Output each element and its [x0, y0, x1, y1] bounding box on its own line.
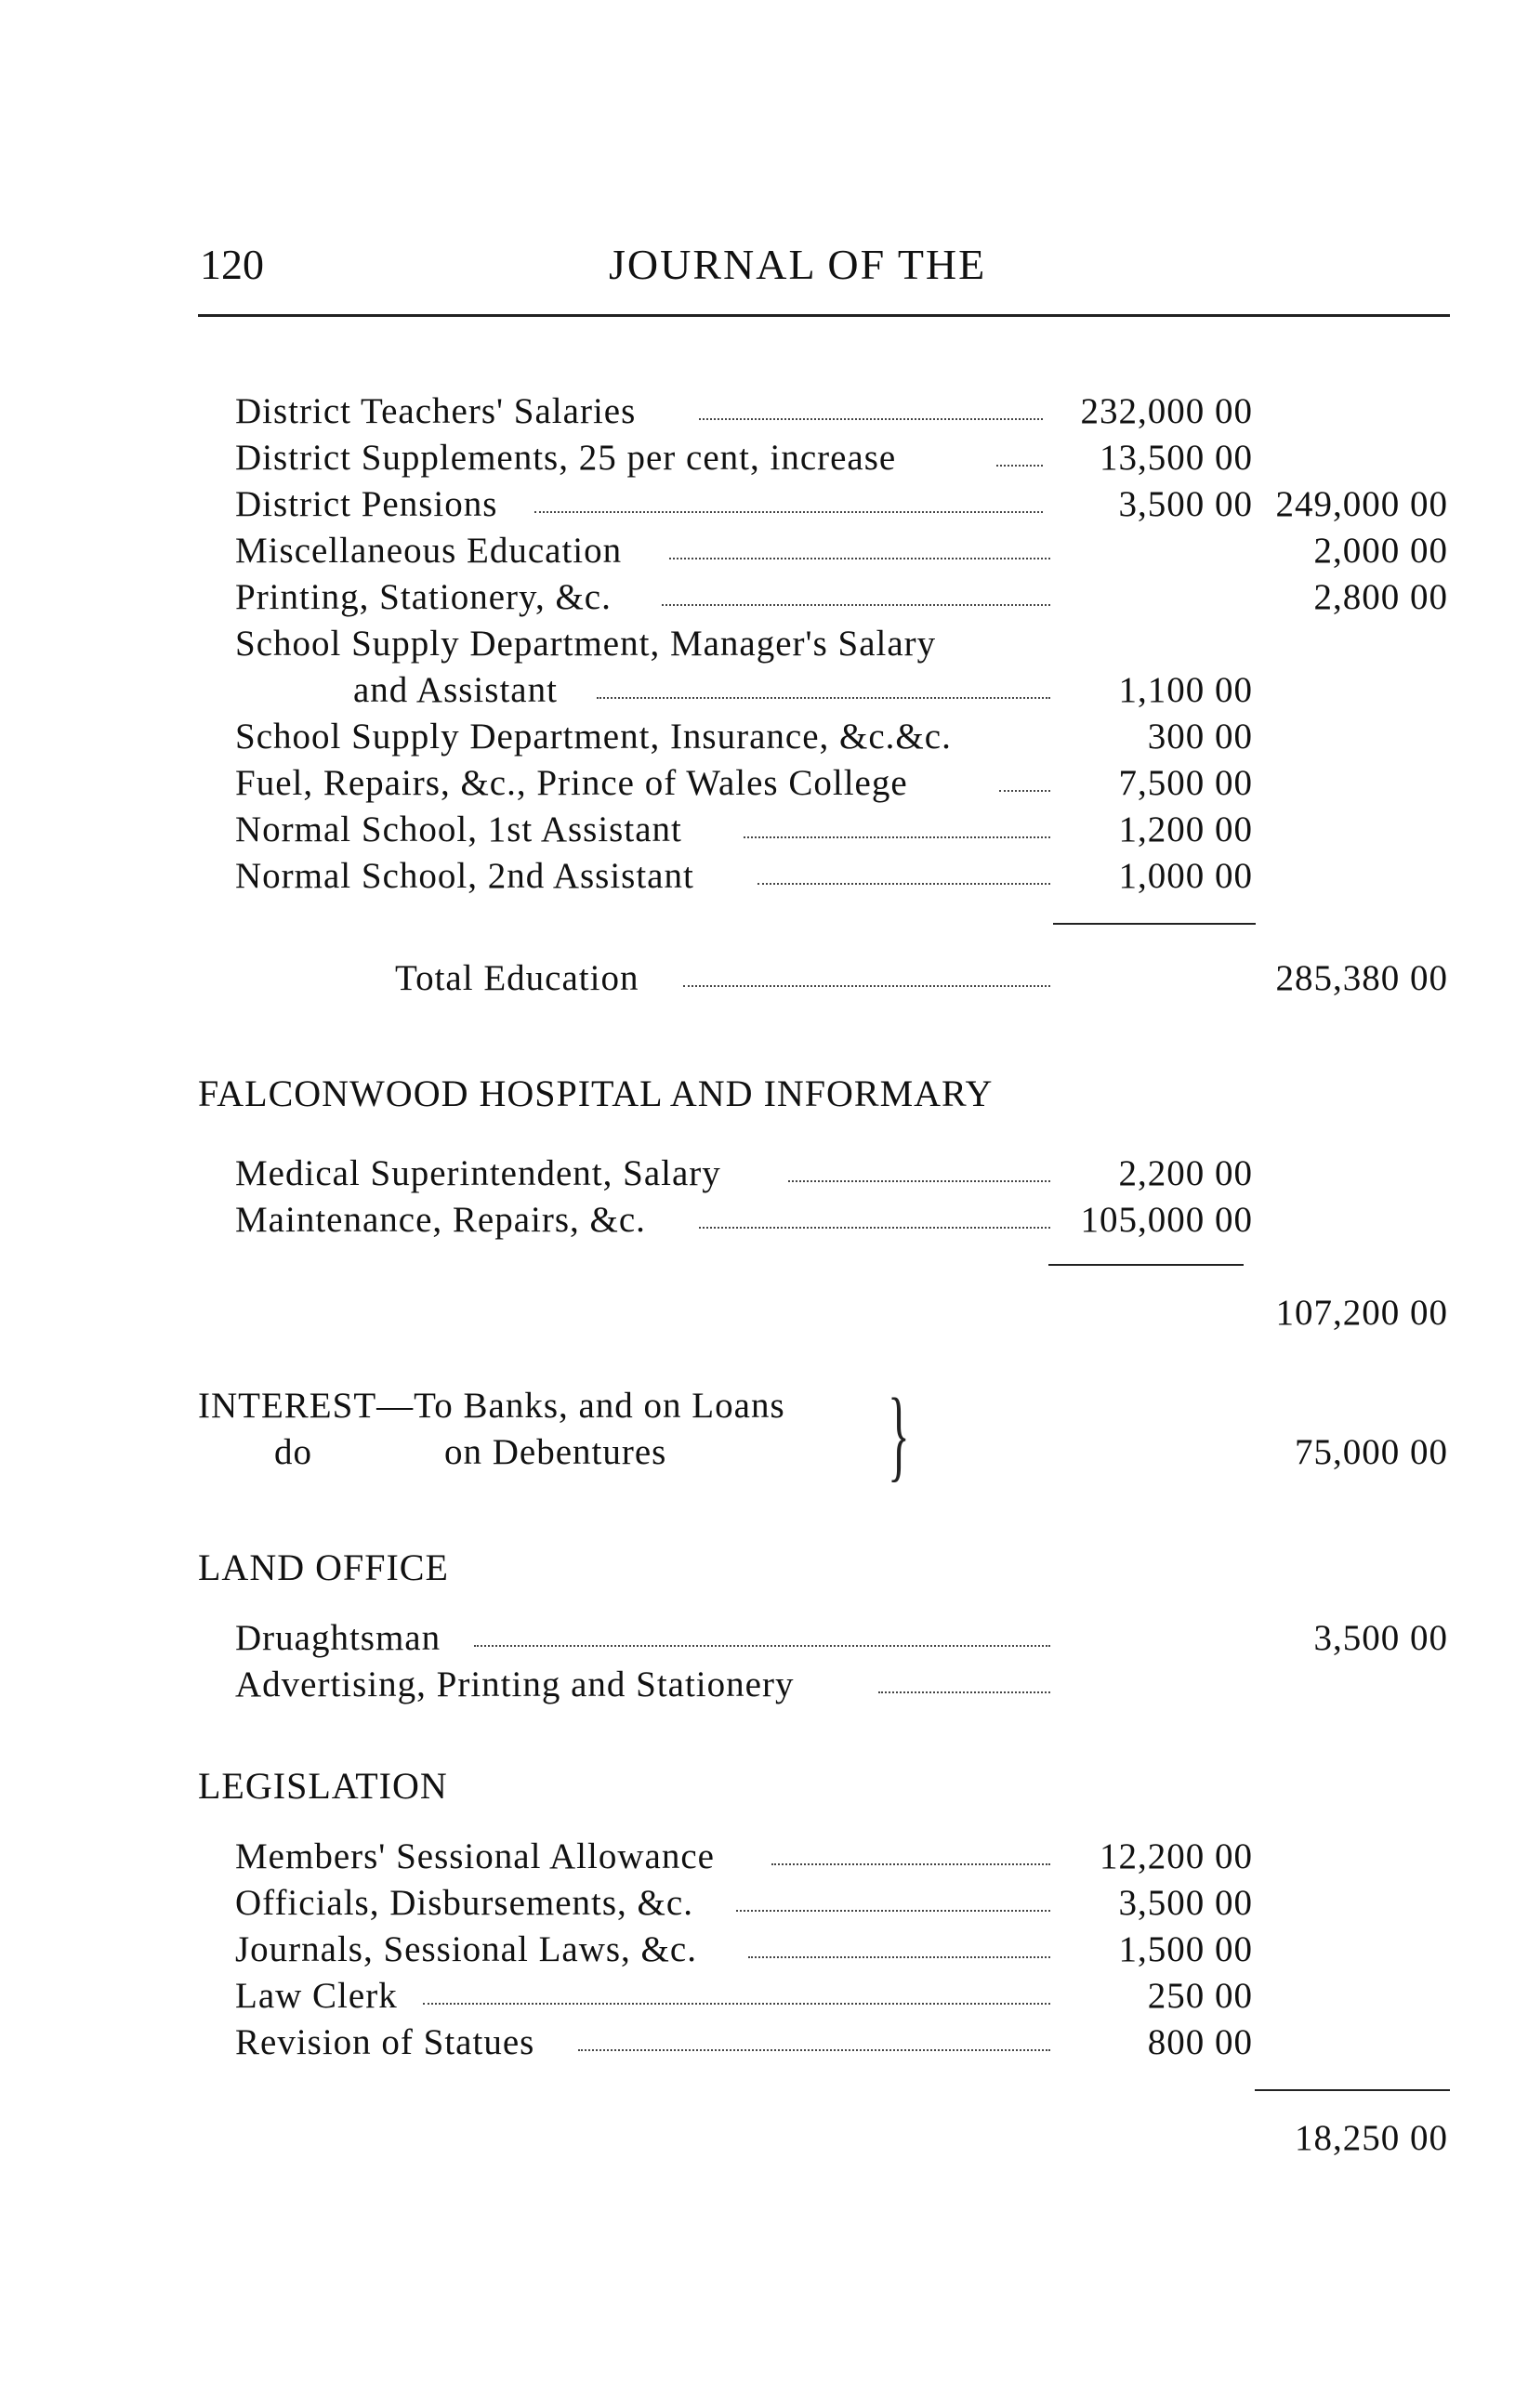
ledger-row	[0, 621, 1515, 667]
row-amount: 800 00	[1147, 2022, 1253, 2062]
section-heading-land-office: LAND OFFICE	[198, 1546, 449, 1588]
total-amount: 285,380 00	[1275, 958, 1448, 998]
leader-dots	[534, 511, 1043, 513]
row-total: 2,800 00	[1313, 577, 1448, 617]
row-amount: 12,200 00	[1100, 1836, 1253, 1876]
row-label: District Teachers' Salaries	[235, 391, 637, 431]
ledger-row	[0, 574, 1515, 621]
row-amount: 250 00	[1147, 1976, 1253, 2016]
total-row	[0, 955, 1515, 1002]
total-amount: 107,200 00	[1275, 1293, 1448, 1333]
subtotal-rule	[1048, 1264, 1244, 1266]
leader-dots	[423, 2003, 1050, 2005]
leader-dots	[999, 790, 1050, 792]
leader-dots	[699, 418, 1043, 420]
total-amount: 18,250 00	[1295, 2118, 1448, 2158]
leader-dots	[662, 604, 1050, 606]
leader-dots	[669, 558, 1050, 559]
row-label: Miscellaneous Education	[235, 531, 623, 571]
ledger-row	[0, 1662, 1515, 1708]
row-label: School Supply Department, Manager's Salary	[235, 624, 937, 664]
row-label: Normal School, 2nd Assistant	[235, 856, 694, 896]
row-amount: 2,200 00	[1118, 1153, 1253, 1193]
row-label: School Supply Department, Insurance, &c.&c.	[235, 717, 952, 757]
leader-dots	[683, 985, 1050, 987]
row-label: Printing, Stationery, &c.	[235, 577, 612, 617]
ledger-row	[0, 1615, 1515, 1662]
ledger-row	[0, 1151, 1515, 1197]
row-label: Druaghtsman	[235, 1618, 441, 1658]
ledger-row	[0, 1834, 1515, 1880]
row-label: District Pensions	[235, 484, 498, 524]
ledger-row	[0, 2020, 1515, 2066]
ledger-row	[0, 807, 1515, 853]
header-rule	[198, 314, 1450, 317]
row-label: Officials, Disbursements, &c.	[235, 1883, 693, 1923]
ledger-row	[0, 481, 1515, 528]
page-title: JOURNAL OF THE	[609, 241, 987, 288]
row-amount: 232,000 00	[1080, 391, 1253, 431]
ledger-row	[0, 714, 1515, 760]
interest-line-1: INTEREST—To Banks, and on Loans	[198, 1386, 785, 1426]
leader-dots	[878, 1691, 1050, 1693]
row-label: Journals, Sessional Laws, &c.	[235, 1929, 697, 1969]
leader-dots	[788, 1180, 1050, 1182]
leader-dots	[736, 1910, 1050, 1912]
ledger-row	[0, 667, 1515, 714]
total-label: Total Education	[395, 958, 639, 998]
row-amount: 300 00	[1147, 717, 1253, 757]
total-amount: 75,000 00	[1295, 1432, 1448, 1472]
row-label: Revision of Statues	[235, 2022, 535, 2062]
row-amount: 7,500 00	[1118, 763, 1253, 803]
ledger-row	[0, 1197, 1515, 1243]
row-total: 2,000 00	[1313, 531, 1448, 571]
interest-line-2: on Debentures	[444, 1432, 667, 1472]
leader-dots	[771, 1863, 1050, 1865]
ledger-row	[0, 853, 1515, 900]
row-amount: 3,500 00	[1118, 1883, 1253, 1923]
row-label: Normal School, 1st Assistant	[235, 809, 682, 849]
subtotal-rule	[1053, 923, 1256, 925]
row-label: Law Clerk	[235, 1976, 398, 2016]
page-number: 120	[200, 241, 264, 288]
row-total: 249,000 00	[1275, 484, 1448, 524]
leader-dots	[744, 836, 1050, 838]
row-amount: 1,500 00	[1118, 1929, 1253, 1969]
row-label: Advertising, Printing and Stationery	[235, 1665, 795, 1704]
ledger-row	[0, 1880, 1515, 1927]
leader-dots	[699, 1227, 1050, 1229]
row-amount: 3,500 00	[1118, 484, 1253, 524]
row-label: Fuel, Repairs, &c., Prince of Wales College	[235, 763, 908, 803]
leader-dots	[597, 697, 1050, 699]
row-amount: 105,000 00	[1080, 1200, 1253, 1240]
row-label: District Supplements, 25 per cent, increase	[235, 438, 897, 478]
ledger-row	[0, 388, 1515, 435]
ledger-row	[0, 1973, 1515, 2020]
row-amount: 13,500 00	[1100, 438, 1253, 478]
ledger-row	[0, 528, 1515, 574]
row-amount: 1,200 00	[1118, 809, 1253, 849]
ledger-row	[0, 760, 1515, 807]
leader-dots	[758, 883, 1050, 885]
section-heading-legislation: LEGISLATION	[198, 1765, 448, 1807]
row-total: 3,500 00	[1313, 1618, 1448, 1658]
row-amount: 1,000 00	[1118, 856, 1253, 896]
row-label: Medical Superintendent, Salary	[235, 1153, 721, 1193]
total-row	[0, 1290, 1515, 1336]
row-label: Members' Sessional Allowance	[235, 1836, 715, 1876]
row-label: Maintenance, Repairs, &c.	[235, 1200, 646, 1240]
row-label: and Assistant	[353, 670, 558, 710]
ledger-row	[0, 1927, 1515, 1973]
total-row	[0, 2115, 1515, 2162]
brace-icon: }	[888, 1377, 910, 1491]
total-row	[0, 1429, 1515, 1476]
interest-ditto: do	[274, 1432, 312, 1472]
section-heading-hospital: FALCONWOOD HOSPITAL AND INFORMARY	[198, 1072, 994, 1114]
subtotal-rule	[1255, 2089, 1450, 2091]
leader-dots	[748, 1956, 1050, 1958]
leader-dots	[474, 1645, 1050, 1647]
leader-dots	[578, 2049, 1050, 2051]
row-amount: 1,100 00	[1118, 670, 1253, 710]
ledger-row	[0, 435, 1515, 481]
leader-dots	[996, 465, 1043, 467]
